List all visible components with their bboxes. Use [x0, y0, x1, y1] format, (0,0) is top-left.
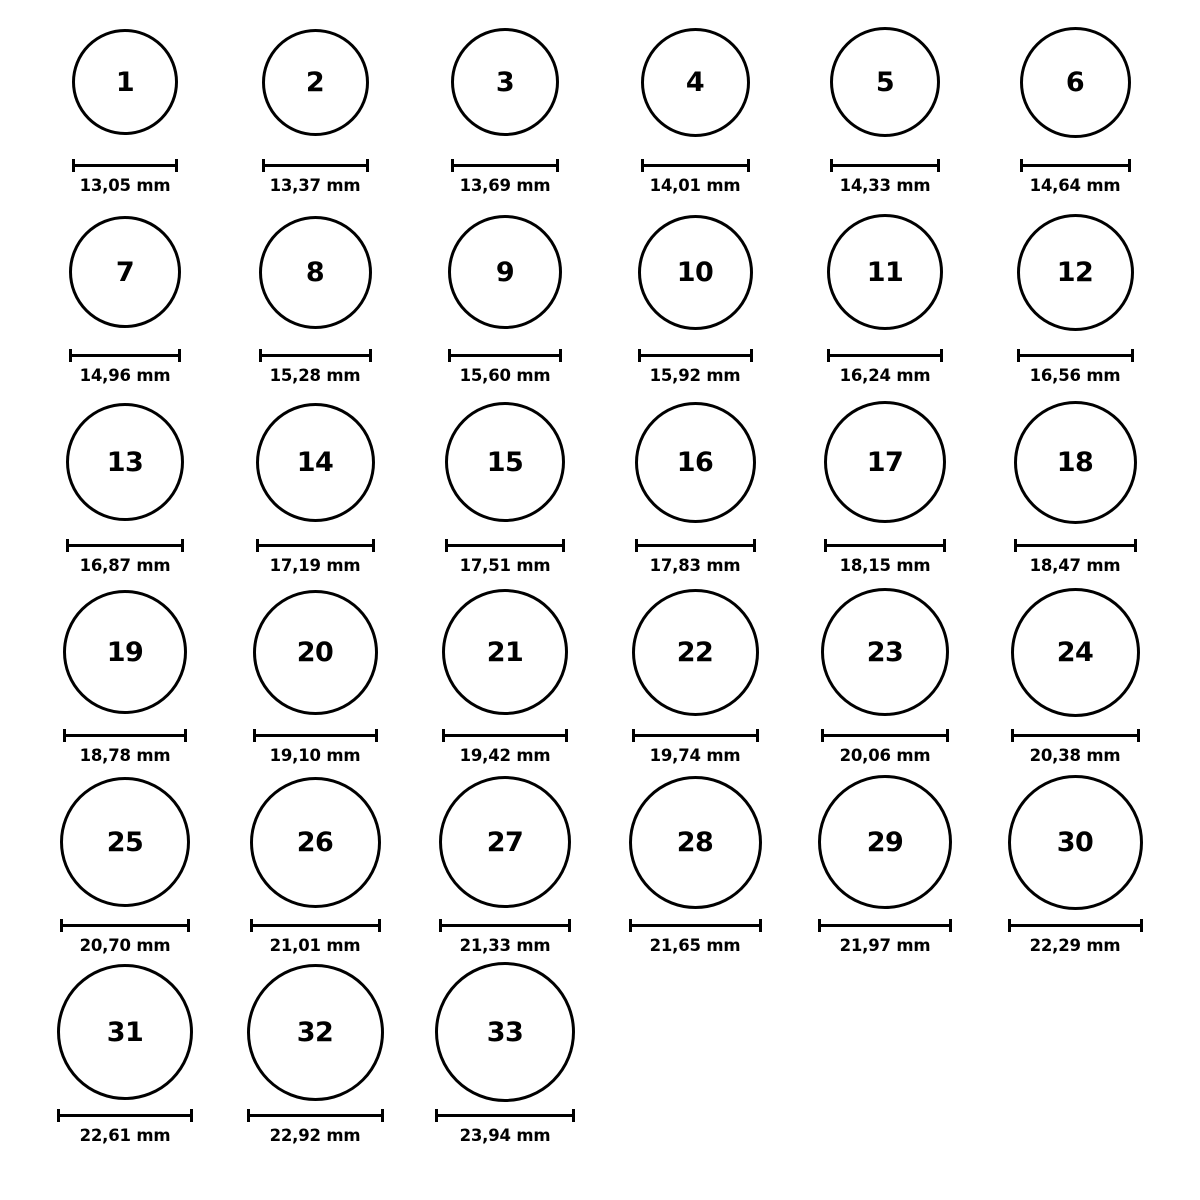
measure-cap-left-icon [451, 159, 454, 172]
diameter-label: 18,78 mm [79, 746, 171, 765]
ring-size-item [600, 772, 790, 962]
ring-circle-wrap [60, 772, 190, 912]
ring-size-item [410, 582, 600, 772]
ring-circle-wrap [827, 202, 943, 342]
measure-cap-right-icon [190, 1109, 193, 1122]
measure-bar [1017, 349, 1134, 361]
diameter-measure-line [635, 538, 756, 552]
ring-circle [1020, 27, 1131, 138]
ring-circle-wrap [262, 12, 369, 152]
measure-cap-left-icon [442, 729, 445, 742]
diameter-label: 16,87 mm [79, 556, 171, 575]
ring-circle [1011, 588, 1140, 717]
measure-bar [448, 349, 562, 361]
measure-cap-right-icon [378, 919, 381, 932]
measure-cap-left-icon [1014, 539, 1017, 552]
diameter-measure-line [256, 538, 375, 552]
measure-cap-left-icon [69, 349, 72, 362]
ring-size-item [30, 202, 220, 392]
diameter-measure-line [818, 918, 952, 932]
diameter-label: 20,06 mm [839, 746, 931, 765]
ring-circle-wrap [1011, 582, 1140, 722]
ring-size-item [30, 392, 220, 582]
measure-cap-left-icon [632, 729, 635, 742]
ring-circle [66, 403, 184, 521]
ring-size-item [410, 12, 600, 202]
ring-size-number: 10 [676, 256, 714, 288]
measure-cap-left-icon [641, 159, 644, 172]
ring-circle [632, 589, 759, 716]
diameter-label: 20,38 mm [1029, 746, 1121, 765]
diameter-measure-line [629, 918, 762, 932]
ring-size-number: 23 [866, 636, 904, 668]
measure-bar [63, 729, 187, 741]
measure-cap-left-icon [259, 349, 262, 362]
measure-bar [250, 919, 381, 931]
measure-bar [445, 539, 565, 551]
ring-size-number: 25 [106, 826, 144, 858]
diameter-measure-line [824, 538, 946, 552]
measure-cap-left-icon [1008, 919, 1011, 932]
diameter-measure-line [830, 158, 940, 172]
ring-circle [824, 401, 946, 523]
diameter-label: 18,47 mm [1029, 556, 1121, 575]
ring-size-item [600, 392, 790, 582]
measure-cap-right-icon [1131, 349, 1134, 362]
ring-circle [57, 964, 193, 1100]
ring-circle [445, 402, 565, 522]
measure-bar [259, 349, 372, 361]
ring-size-number: 22 [676, 636, 714, 668]
ring-circle [638, 215, 753, 330]
ring-size-number: 19 [106, 636, 144, 668]
ring-circle-wrap [253, 582, 378, 722]
ring-size-item [220, 772, 410, 962]
measure-cap-right-icon [562, 539, 565, 552]
ring-circle [439, 776, 571, 908]
measure-cap-right-icon [759, 919, 762, 932]
ring-circle-wrap [1008, 772, 1143, 912]
ring-size-item [980, 202, 1170, 392]
ring-circle-wrap [629, 772, 762, 912]
ring-circle-wrap [821, 582, 949, 722]
ring-circle [635, 402, 756, 523]
measure-bar [60, 919, 190, 931]
diameter-label: 14,33 mm [839, 176, 931, 195]
ring-size-number: 2 [305, 66, 325, 98]
ring-circle-wrap [824, 392, 946, 532]
ring-size-number: 11 [866, 256, 904, 288]
measure-cap-right-icon [369, 349, 372, 362]
ring-circle [250, 777, 381, 908]
ring-size-item [790, 582, 980, 772]
measure-bar [72, 159, 178, 171]
diameter-label: 21,97 mm [839, 936, 931, 955]
diameter-label: 17,83 mm [649, 556, 741, 575]
ring-circle-wrap [69, 202, 181, 342]
measure-bar [827, 349, 943, 361]
ring-size-item [220, 202, 410, 392]
measure-cap-right-icon [375, 729, 378, 742]
measure-cap-left-icon [818, 919, 821, 932]
ring-circle [259, 216, 372, 329]
measure-bar [442, 729, 568, 741]
measure-cap-right-icon [381, 1109, 384, 1122]
ring-circle-wrap [57, 962, 193, 1102]
ring-circle-wrap [641, 12, 750, 152]
measure-bar [69, 349, 181, 361]
measure-cap-right-icon [556, 159, 559, 172]
diameter-measure-line [66, 538, 184, 552]
diameter-measure-line [63, 728, 187, 742]
ring-size-number: 1 [115, 66, 135, 98]
ring-circle [1014, 401, 1137, 524]
measure-cap-right-icon [937, 159, 940, 172]
ring-size-number: 24 [1056, 636, 1094, 668]
ring-size-number: 16 [676, 446, 714, 478]
ring-circle [72, 29, 178, 135]
diameter-measure-line [262, 158, 369, 172]
measure-cap-left-icon [448, 349, 451, 362]
ring-size-item [30, 582, 220, 772]
measure-cap-left-icon [638, 349, 641, 362]
diameter-label: 13,37 mm [269, 176, 361, 195]
ring-size-item [410, 962, 600, 1152]
ring-size-number: 31 [106, 1016, 144, 1048]
diameter-label: 21,01 mm [269, 936, 361, 955]
ring-circle [262, 29, 369, 136]
diameter-label: 14,64 mm [1029, 176, 1121, 195]
measure-cap-right-icon [565, 729, 568, 742]
ring-size-item [30, 772, 220, 962]
diameter-measure-line [632, 728, 759, 742]
diameter-measure-line [435, 1108, 575, 1122]
measure-cap-left-icon [1011, 729, 1014, 742]
ring-size-item [600, 202, 790, 392]
ring-size-number: 12 [1056, 256, 1094, 288]
ring-circle [247, 964, 384, 1101]
diameter-measure-line [448, 348, 562, 362]
diameter-measure-line [821, 728, 949, 742]
diameter-label: 13,05 mm [79, 176, 171, 195]
ring-size-number: 15 [486, 446, 524, 478]
ring-size-item [790, 392, 980, 582]
diameter-measure-line [445, 538, 565, 552]
diameter-label: 17,51 mm [459, 556, 551, 575]
diameter-label: 19,42 mm [459, 746, 551, 765]
ring-size-number: 8 [305, 256, 325, 288]
ring-circle-wrap [632, 582, 759, 722]
ring-size-item [410, 202, 600, 392]
measure-cap-left-icon [60, 919, 63, 932]
measure-cap-right-icon [181, 539, 184, 552]
diameter-measure-line [638, 348, 753, 362]
measure-cap-right-icon [559, 349, 562, 362]
ring-size-number: 13 [106, 446, 144, 478]
measure-bar [641, 159, 750, 171]
ring-size-item [790, 12, 980, 202]
ring-circle [1017, 214, 1134, 331]
diameter-measure-line [60, 918, 190, 932]
ring-size-number: 6 [1065, 66, 1085, 98]
ring-circle-wrap [451, 12, 559, 152]
ring-circle-wrap [435, 962, 575, 1102]
ring-size-number: 20 [296, 636, 334, 668]
ring-circle-wrap [250, 772, 381, 912]
ring-circle [69, 216, 181, 328]
ring-circle [451, 28, 559, 136]
ring-size-item [980, 582, 1170, 772]
ring-size-item [30, 962, 220, 1152]
measure-bar [451, 159, 559, 171]
diameter-label: 14,01 mm [649, 176, 741, 195]
diameter-label: 17,19 mm [269, 556, 361, 575]
measure-bar [632, 729, 759, 741]
measure-bar [818, 919, 952, 931]
ring-size-number: 4 [685, 66, 705, 98]
measure-cap-left-icon [63, 729, 66, 742]
measure-cap-right-icon [753, 539, 756, 552]
diameter-label: 20,70 mm [79, 936, 171, 955]
diameter-measure-line [72, 158, 178, 172]
ring-circle-wrap [830, 12, 940, 152]
ring-circle [821, 588, 949, 716]
measure-cap-left-icon [66, 539, 69, 552]
ring-circle [253, 590, 378, 715]
measure-cap-left-icon [827, 349, 830, 362]
diameter-measure-line [250, 918, 381, 932]
diameter-measure-line [641, 158, 750, 172]
measure-bar [247, 1109, 384, 1121]
measure-bar [1011, 729, 1140, 741]
measure-cap-right-icon [756, 729, 759, 742]
ring-circle-wrap [818, 772, 952, 912]
diameter-measure-line [69, 348, 181, 362]
measure-bar [57, 1109, 193, 1121]
ring-size-number: 17 [866, 446, 904, 478]
measure-cap-left-icon [1020, 159, 1023, 172]
diameter-label: 18,15 mm [839, 556, 931, 575]
ring-circle-wrap [635, 392, 756, 532]
diameter-label: 16,24 mm [839, 366, 931, 385]
diameter-measure-line [1008, 918, 1143, 932]
ring-size-item [790, 202, 980, 392]
measure-cap-right-icon [747, 159, 750, 172]
ring-circle-wrap [256, 392, 375, 532]
diameter-measure-line [259, 348, 372, 362]
measure-bar [638, 349, 753, 361]
diameter-label: 22,61 mm [79, 1126, 171, 1145]
diameter-label: 13,69 mm [459, 176, 551, 195]
measure-bar [256, 539, 375, 551]
ring-circle [827, 214, 943, 330]
ring-size-number: 32 [296, 1016, 334, 1048]
diameter-label: 21,65 mm [649, 936, 741, 955]
measure-bar [66, 539, 184, 551]
measure-bar [635, 539, 756, 551]
diameter-measure-line [827, 348, 943, 362]
measure-cap-left-icon [445, 539, 448, 552]
measure-cap-right-icon [750, 349, 753, 362]
ring-size-item [980, 392, 1170, 582]
ring-circle-wrap [448, 202, 562, 342]
measure-cap-right-icon [1134, 539, 1137, 552]
ring-circle [830, 27, 940, 137]
measure-cap-right-icon [175, 159, 178, 172]
ring-circle-wrap [66, 392, 184, 532]
diameter-label: 22,92 mm [269, 1126, 361, 1145]
diameter-measure-line [247, 1108, 384, 1122]
ring-circle-wrap [638, 202, 753, 342]
ring-size-item [410, 392, 600, 582]
measure-bar [830, 159, 940, 171]
diameter-label: 15,28 mm [269, 366, 361, 385]
measure-cap-left-icon [1017, 349, 1020, 362]
measure-cap-right-icon [1140, 919, 1143, 932]
ring-size-item [600, 582, 790, 772]
ring-size-item [220, 962, 410, 1152]
ring-circle-wrap [259, 202, 372, 342]
ring-circle [435, 962, 575, 1102]
measure-cap-left-icon [256, 539, 259, 552]
ring-circle-wrap [72, 12, 178, 152]
diameter-label: 15,60 mm [459, 366, 551, 385]
measure-bar [1020, 159, 1131, 171]
measure-bar [262, 159, 369, 171]
diameter-measure-line [1011, 728, 1140, 742]
measure-cap-left-icon [821, 729, 824, 742]
measure-cap-right-icon [572, 1109, 575, 1122]
diameter-label: 19,10 mm [269, 746, 361, 765]
measure-cap-right-icon [372, 539, 375, 552]
ring-circle-wrap [442, 582, 568, 722]
ring-size-item [220, 582, 410, 772]
ring-circle-wrap [1017, 202, 1134, 342]
measure-bar [1014, 539, 1137, 551]
measure-cap-left-icon [629, 919, 632, 932]
ring-circle [818, 775, 952, 909]
diameter-measure-line [253, 728, 378, 742]
ring-size-number: 29 [866, 826, 904, 858]
ring-size-item [790, 772, 980, 962]
measure-cap-left-icon [439, 919, 442, 932]
measure-cap-right-icon [366, 159, 369, 172]
ring-circle-wrap [1014, 392, 1137, 532]
measure-cap-right-icon [949, 919, 952, 932]
ring-circle [1008, 775, 1143, 910]
measure-cap-right-icon [184, 729, 187, 742]
ring-circle-wrap [1020, 12, 1131, 152]
diameter-measure-line [1017, 348, 1134, 362]
measure-cap-right-icon [940, 349, 943, 362]
ring-circle [641, 28, 750, 137]
diameter-label: 14,96 mm [79, 366, 171, 385]
ring-circle [442, 589, 568, 715]
diameter-label: 22,29 mm [1029, 936, 1121, 955]
ring-size-number: 33 [486, 1016, 524, 1048]
ring-circle [60, 777, 190, 907]
diameter-label: 15,92 mm [649, 366, 741, 385]
ring-size-number: 14 [296, 446, 334, 478]
measure-cap-left-icon [635, 539, 638, 552]
ring-size-number: 5 [875, 66, 895, 98]
measure-cap-right-icon [946, 729, 949, 742]
diameter-measure-line [57, 1108, 193, 1122]
measure-bar [1008, 919, 1143, 931]
measure-cap-left-icon [435, 1109, 438, 1122]
measure-cap-left-icon [247, 1109, 250, 1122]
measure-bar [435, 1109, 575, 1121]
ring-circle [63, 590, 187, 714]
ring-size-item [600, 12, 790, 202]
ring-size-number: 30 [1056, 826, 1094, 858]
measure-cap-left-icon [72, 159, 75, 172]
ring-size-number: 7 [115, 256, 135, 288]
measure-cap-left-icon [250, 919, 253, 932]
diameter-label: 21,33 mm [459, 936, 551, 955]
ring-size-number: 21 [486, 636, 524, 668]
ring-size-number: 27 [486, 826, 524, 858]
ring-circle-wrap [439, 772, 571, 912]
measure-cap-left-icon [57, 1109, 60, 1122]
ring-size-item [980, 772, 1170, 962]
diameter-measure-line [442, 728, 568, 742]
measure-cap-right-icon [943, 539, 946, 552]
measure-bar [629, 919, 762, 931]
ring-circle [629, 776, 762, 909]
measure-cap-left-icon [824, 539, 827, 552]
ring-size-number: 9 [495, 256, 515, 288]
ring-size-number: 18 [1056, 446, 1094, 478]
measure-cap-left-icon [253, 729, 256, 742]
measure-cap-right-icon [187, 919, 190, 932]
measure-bar [824, 539, 946, 551]
measure-cap-right-icon [1128, 159, 1131, 172]
diameter-label: 19,74 mm [649, 746, 741, 765]
diameter-label: 23,94 mm [459, 1126, 551, 1145]
ring-size-item [980, 12, 1170, 202]
ring-size-number: 3 [495, 66, 515, 98]
measure-cap-right-icon [568, 919, 571, 932]
diameter-measure-line [1020, 158, 1131, 172]
ring-size-number: 26 [296, 826, 334, 858]
ring-size-item [220, 12, 410, 202]
measure-cap-left-icon [262, 159, 265, 172]
ring-size-item [410, 772, 600, 962]
diameter-measure-line [1014, 538, 1137, 552]
diameter-label: 16,56 mm [1029, 366, 1121, 385]
measure-cap-right-icon [1137, 729, 1140, 742]
ring-circle [448, 215, 562, 329]
measure-cap-right-icon [178, 349, 181, 362]
ring-circle-wrap [63, 582, 187, 722]
ring-circle-wrap [247, 962, 384, 1102]
diameter-measure-line [439, 918, 571, 932]
measure-bar [253, 729, 378, 741]
ring-size-item [220, 392, 410, 582]
ring-circle [256, 403, 375, 522]
measure-bar [821, 729, 949, 741]
measure-bar [439, 919, 571, 931]
diameter-measure-line [451, 158, 559, 172]
ring-circle-wrap [445, 392, 565, 532]
ring-size-number: 28 [676, 826, 714, 858]
measure-cap-left-icon [830, 159, 833, 172]
ring-size-item [30, 12, 220, 202]
